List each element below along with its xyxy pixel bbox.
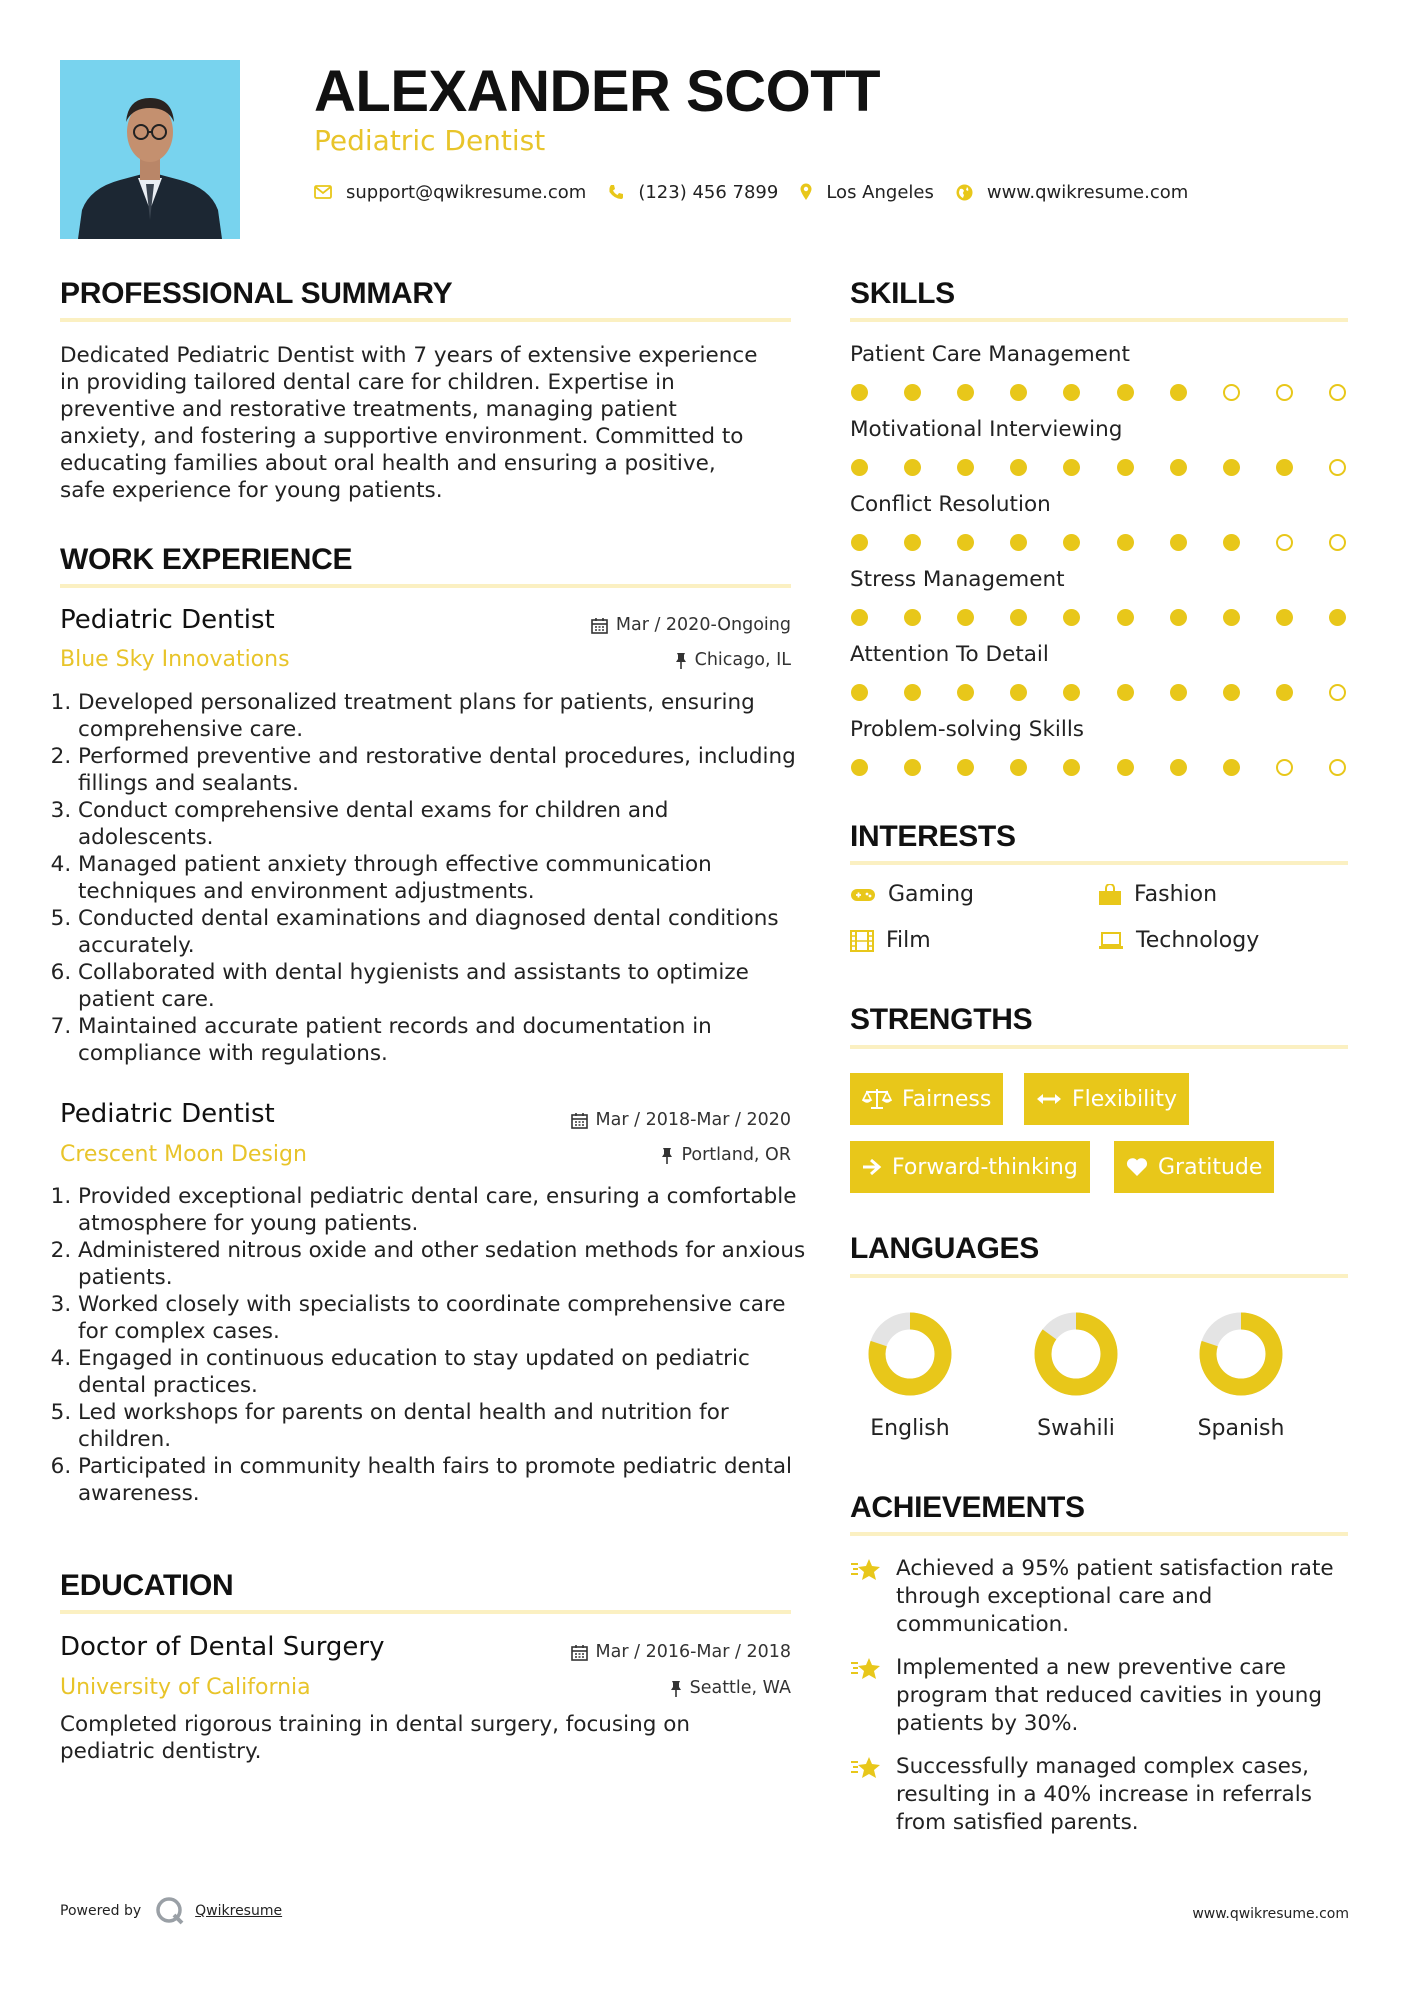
summary-divider <box>60 318 791 322</box>
strengths-heading: STRENGTHS <box>850 1003 1033 1036</box>
achievements-divider <box>850 1532 1348 1536</box>
strength-label: Fairness <box>902 1086 992 1112</box>
rating-dot-filled <box>904 534 921 551</box>
rating-dot-filled <box>1117 759 1134 776</box>
job-date <box>591 615 791 635</box>
heart-icon <box>1126 1157 1148 1177</box>
job-company: Crescent Moon Design <box>60 1142 307 1167</box>
contact-phone[interactable] <box>608 182 778 203</box>
job-location <box>675 650 791 670</box>
achievement-line: Successfully managed complex cases, <box>896 1754 1309 1779</box>
contact-bar <box>314 179 1210 205</box>
education-date <box>571 1642 791 1662</box>
achievement-line: Achieved a 95% patient satisfaction rate <box>896 1556 1334 1581</box>
rating-dot-filled <box>851 459 868 476</box>
summary-text <box>60 342 800 504</box>
interest-label: Technology <box>1136 928 1260 953</box>
rating-dot-filled <box>1063 684 1080 701</box>
skill-name: Stress Management <box>850 567 1065 592</box>
rating-dot-filled <box>1223 759 1240 776</box>
duty-item: 3. Worked closely with specialists to coordinate comprehensive care for complex cases. <box>78 1291 808 1345</box>
job-duties-list <box>60 689 808 1067</box>
rating-dot-filled <box>957 534 974 551</box>
rating-dot-filled <box>1117 534 1134 551</box>
rating-dot-filled <box>1223 534 1240 551</box>
duty-item: 5. Led workshops for parents on dental health and nutrition for children. <box>78 1399 808 1453</box>
language-name: Swahili <box>1037 1416 1115 1441</box>
strength-label: Gratitude <box>1158 1154 1263 1180</box>
pin-icon <box>661 1147 673 1164</box>
skills-divider <box>850 318 1348 322</box>
rating-dot-empty <box>1329 384 1346 401</box>
languages-heading: LANGUAGES <box>850 1232 1039 1265</box>
globe-icon <box>956 184 973 201</box>
interest-label: Film <box>886 928 931 953</box>
language-name: Spanish <box>1197 1416 1285 1441</box>
duty-item: 4. Engaged in continuous education to stay updated on pediatric dental practices. <box>78 1345 808 1399</box>
rating-dot-filled <box>1117 384 1134 401</box>
rating-dot-filled <box>1010 684 1027 701</box>
rating-dot-filled <box>1063 759 1080 776</box>
rating-dot-filled <box>1010 759 1027 776</box>
rating-dot-filled <box>904 759 921 776</box>
rating-dot-filled <box>1170 684 1187 701</box>
duty-item: 6. Collaborated with dental hygienists and assistants to optimize patient care. <box>78 959 808 1013</box>
qwikresume-logo-icon <box>155 1896 185 1926</box>
education-description <box>60 1711 800 1765</box>
contact-website[interactable] <box>956 182 1188 203</box>
rating-dot-filled <box>1010 459 1027 476</box>
balance-scale-icon <box>862 1088 892 1110</box>
rating-dot-filled <box>1170 384 1187 401</box>
map-marker-icon <box>800 183 812 201</box>
rating-dot-empty <box>1329 459 1346 476</box>
education-location <box>670 1678 791 1698</box>
education-heading: EDUCATION <box>60 1569 234 1602</box>
achievement-line: program that reduced cavities in young <box>896 1683 1323 1708</box>
pin-icon <box>670 1680 682 1697</box>
duty-item: 1. Provided exceptional pediatric dental care, ensuring a comfortable atmosphere for young patients. <box>78 1183 808 1237</box>
contact-email-text: support@qwikresume.com <box>346 181 587 203</box>
shopping-bag-icon <box>1098 884 1122 906</box>
skill-name: Attention To Detail <box>850 642 1049 667</box>
summary-line: anxiety, and fostering a supportive environment. Committed to <box>60 424 744 449</box>
rating-dot-empty <box>1276 384 1293 401</box>
rating-dot-empty <box>1329 534 1346 551</box>
rating-dot-filled <box>1276 684 1293 701</box>
interests-divider <box>850 861 1348 865</box>
rating-dot-filled <box>1276 459 1293 476</box>
summary-line: safe experience for young patients. <box>60 478 443 503</box>
interest-label: Fashion <box>1134 882 1218 907</box>
rating-dot-empty <box>1223 384 1240 401</box>
duty-item: 7. Maintained accurate patient records and documentation in compliance with regulations. <box>78 1013 808 1067</box>
language-ring <box>865 1309 955 1399</box>
rating-dot-filled <box>1223 459 1240 476</box>
rating-dot-filled <box>904 384 921 401</box>
summary-line: educating families about oral health and ensuring a positive, <box>60 451 716 476</box>
strengths-divider <box>850 1045 1348 1049</box>
footer-website[interactable]: www.qwikresume.com <box>1192 1906 1349 1922</box>
rating-dot-filled <box>1170 759 1187 776</box>
job-location <box>661 1145 791 1165</box>
job-location-text: Chicago, IL <box>694 650 791 670</box>
language-ring <box>1196 1309 1286 1399</box>
summary-line: Dedicated Pediatric Dentist with 7 years of extensive experience <box>60 343 758 368</box>
rating-dot-filled <box>851 534 868 551</box>
rating-dot-filled <box>1063 384 1080 401</box>
achievement-line: through exceptional care and <box>896 1584 1213 1609</box>
job-duties-list <box>60 1183 808 1507</box>
strength-label: Flexibility <box>1072 1086 1177 1112</box>
strength-tag-flexibility <box>1024 1073 1189 1125</box>
interest-film <box>850 928 931 953</box>
job-date-text: Mar / 2020-Ongoing <box>615 615 791 635</box>
qwikresume-link[interactable]: Qwikresume <box>195 1903 283 1919</box>
arrows-horizontal-icon <box>1036 1092 1062 1106</box>
rating-dot-filled <box>1117 459 1134 476</box>
duty-item: 4. Managed patient anxiety through effective communication techniques and environment adjustments. <box>78 851 808 905</box>
job-date-text: Mar / 2018-Mar / 2020 <box>595 1110 791 1130</box>
strength-label: Forward-thinking <box>892 1154 1078 1180</box>
rating-dot-filled <box>957 459 974 476</box>
strength-tag-fairness <box>850 1073 1003 1125</box>
arrow-right-icon <box>862 1158 882 1176</box>
achievement-line: patients by 30%. <box>896 1711 1079 1736</box>
rating-dot-filled <box>1010 609 1027 626</box>
pin-icon <box>675 652 687 669</box>
skill-name: Conflict Resolution <box>850 492 1051 517</box>
experience-heading: WORK EXPERIENCE <box>60 543 353 576</box>
rating-dot-filled <box>904 684 921 701</box>
job-title: Pediatric Dentist <box>60 605 275 635</box>
phone-icon <box>608 184 624 200</box>
rating-dot-empty <box>1329 684 1346 701</box>
powered-by-text: Powered by <box>60 1903 142 1919</box>
calendar-icon <box>591 617 608 634</box>
rating-dot-filled <box>957 384 974 401</box>
contact-phone-text: (123) 456 7899 <box>638 181 779 203</box>
rating-dot-empty <box>1276 759 1293 776</box>
calendar-icon <box>571 1644 588 1661</box>
skill-name: Motivational Interviewing <box>850 417 1123 442</box>
rating-dot-filled <box>957 684 974 701</box>
star-achievement-icon <box>850 1755 882 1781</box>
contact-location-text: Los Angeles <box>826 181 934 203</box>
calendar-icon <box>571 1112 588 1129</box>
achievement-line: resulting in a 40% increase in referrals <box>896 1782 1312 1807</box>
candidate-role: Pediatric Dentist <box>314 124 546 157</box>
job-location-text: Portland, OR <box>681 1145 791 1165</box>
summary-line: preventive and restorative treatments, managing patient <box>60 397 677 422</box>
rating-dot-filled <box>1010 534 1027 551</box>
job-date <box>571 1110 791 1130</box>
education-date-text: Mar / 2016-Mar / 2018 <box>595 1642 791 1662</box>
rating-dot-filled <box>957 759 974 776</box>
skill-name: Problem-solving Skills <box>850 717 1085 742</box>
duty-item: 5. Conducted dental examinations and diagnosed dental conditions accurately. <box>78 905 808 959</box>
education-description-line: pediatric dentistry. <box>60 1739 262 1764</box>
achievement-line: from satisfied parents. <box>896 1810 1139 1835</box>
interest-label: Gaming <box>888 882 974 907</box>
rating-dot-filled <box>1329 609 1346 626</box>
strength-tag-gratitude <box>1114 1141 1274 1193</box>
summary-heading: PROFESSIONAL SUMMARY <box>60 277 453 310</box>
duty-item: 6. Participated in community health fairs to promote pediatric dental awareness. <box>78 1453 808 1507</box>
language-name: English <box>870 1416 950 1441</box>
rating-dot-filled <box>1010 384 1027 401</box>
education-location-text: Seattle, WA <box>689 1678 791 1698</box>
duty-item: 2. Administered nitrous oxide and other sedation methods for anxious patients. <box>78 1237 808 1291</box>
contact-website-text: www.qwikresume.com <box>986 181 1189 203</box>
rating-dot-filled <box>1117 684 1134 701</box>
rating-dot-filled <box>1223 684 1240 701</box>
rating-dot-empty <box>1276 534 1293 551</box>
rating-dot-filled <box>851 609 868 626</box>
profile-photo <box>60 60 240 239</box>
skills-heading: SKILLS <box>850 277 955 310</box>
rating-dot-filled <box>851 684 868 701</box>
job-company: Blue Sky Innovations <box>60 647 290 672</box>
interest-gaming <box>850 882 974 907</box>
rating-dot-filled <box>1170 609 1187 626</box>
skill-name: Patient Care Management <box>850 342 1130 367</box>
school-name: University of California <box>60 1675 311 1700</box>
candidate-name: ALEXANDER SCOTT <box>314 59 881 124</box>
language-ring <box>1031 1309 1121 1399</box>
star-achievement-icon <box>850 1557 882 1583</box>
duty-item: 2. Performed preventive and restorative dental procedures, including fillings and sealants. <box>78 743 808 797</box>
envelope-icon <box>314 185 332 199</box>
rating-dot-filled <box>1276 609 1293 626</box>
rating-dot-filled <box>1170 534 1187 551</box>
education-description-line: Completed rigorous training in dental surgery, focusing on <box>60 1712 690 1737</box>
achievement-line: communication. <box>896 1612 1070 1637</box>
achievements-heading: ACHIEVEMENTS <box>850 1491 1085 1524</box>
rating-dot-filled <box>1063 459 1080 476</box>
rating-dot-filled <box>904 609 921 626</box>
duty-item: 3. Conduct comprehensive dental exams for children and adolescents. <box>78 797 808 851</box>
rating-dot-empty <box>1329 759 1346 776</box>
star-achievement-icon <box>850 1656 882 1682</box>
gamepad-icon <box>850 887 876 903</box>
contact-email[interactable] <box>314 182 586 203</box>
rating-dot-filled <box>957 609 974 626</box>
duty-item: 1. Developed personalized treatment plans for patients, ensuring comprehensive care. <box>78 689 808 743</box>
rating-dot-filled <box>1223 609 1240 626</box>
rating-dot-filled <box>1117 609 1134 626</box>
languages-divider <box>850 1274 1348 1278</box>
degree-title: Doctor of Dental Surgery <box>60 1632 385 1662</box>
rating-dot-filled <box>1063 534 1080 551</box>
film-icon <box>850 930 874 952</box>
rating-dot-filled <box>904 459 921 476</box>
experience-divider <box>60 584 791 588</box>
interest-technology <box>1098 928 1259 953</box>
laptop-icon <box>1098 932 1124 950</box>
strength-tag-forward-thinking <box>850 1141 1090 1193</box>
rating-dot-filled <box>851 384 868 401</box>
contact-location <box>800 182 934 203</box>
interests-heading: INTERESTS <box>850 820 1016 853</box>
education-divider <box>60 1610 791 1614</box>
rating-dot-filled <box>1170 459 1187 476</box>
job-title: Pediatric Dentist <box>60 1099 275 1129</box>
achievement-line: Implemented a new preventive care <box>896 1655 1286 1680</box>
rating-dot-filled <box>1063 609 1080 626</box>
footer-powered-by <box>60 1896 282 1926</box>
rating-dot-filled <box>851 759 868 776</box>
summary-line: in providing tailored dental care for children. Expertise in <box>60 370 675 395</box>
interest-fashion <box>1098 882 1217 907</box>
